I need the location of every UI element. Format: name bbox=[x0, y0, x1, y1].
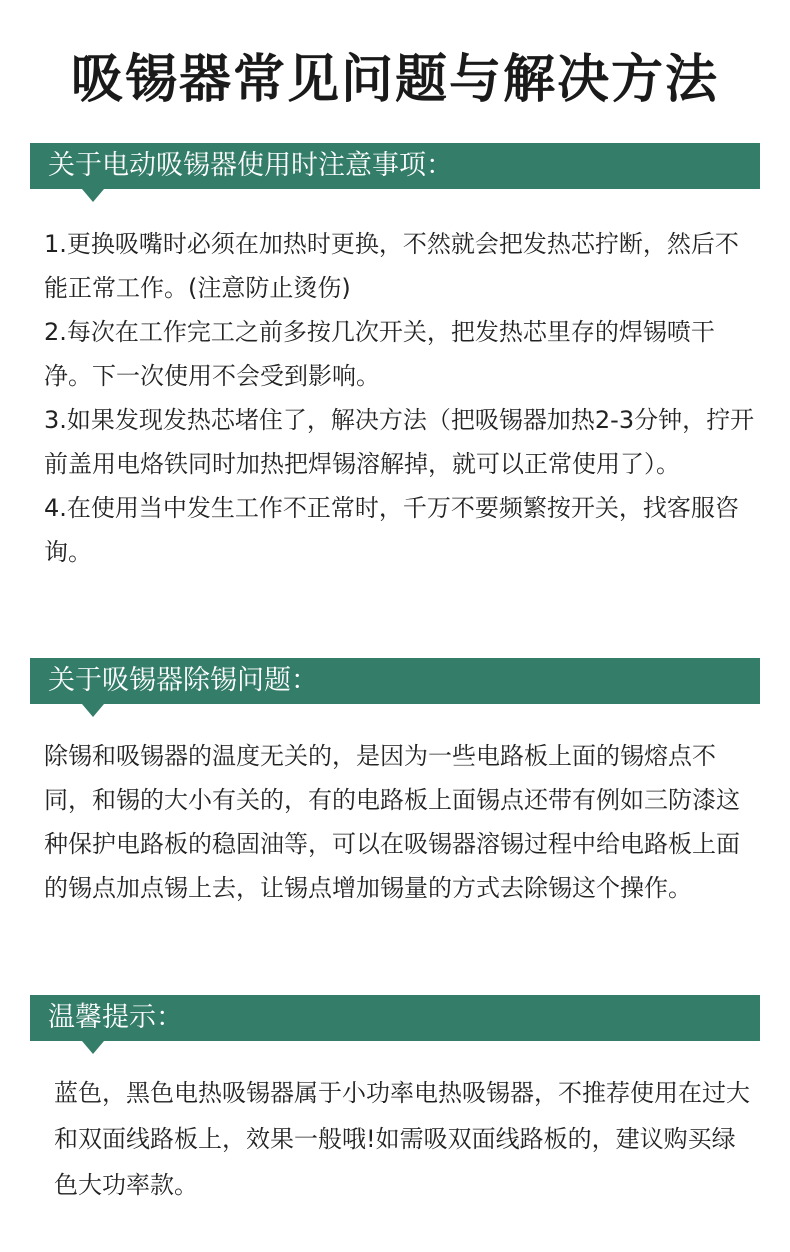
section-header-tips bbox=[30, 995, 760, 1041]
section-header-desoldering bbox=[30, 658, 760, 704]
section-header-usage-notes bbox=[30, 143, 760, 189]
paragraph: 除锡和吸锡器的温度无关的，是因为一些电路板上面的锡熔点不同，和锡的大小有关的，有的电路板上面锡点还带有例如三防漆这种保护电路板的稳固油等，可以在吸锡器溶锡过程中给电路板上面的锡点加点锡上去，让锡点增加锡量的方式去除锡这个操作。 bbox=[44, 742, 740, 902]
section-body-usage-notes bbox=[44, 222, 756, 574]
section-body-tips bbox=[54, 1070, 754, 1208]
banner-pointer-icon bbox=[82, 189, 104, 202]
paragraph: 蓝色，黑色电热吸锡器属于小功率电热吸锡器，不推荐使用在过大和双面线路板上，效果一般哦!如需吸双面线路板的，建议购买绿色大功率款。 bbox=[54, 1079, 750, 1199]
page-title: 吸锡器常见问题与解决方法 bbox=[70, 50, 719, 110]
paragraph: 2.每次在工作完工之前多按几次开关，把发热芯里存的焊锡喷干净。下一次使用不会受到影响。 bbox=[44, 318, 715, 390]
section-heading: 温馨提示： bbox=[48, 1002, 183, 1033]
banner-pointer-icon bbox=[82, 704, 104, 717]
section-heading: 关于电动吸锡器使用时注意事项： bbox=[48, 150, 453, 181]
paragraph: 1.更换吸嘴时必须在加热时更换，不然就会把发热芯拧断，然后不能正常工作。(注意防止烫伤) bbox=[44, 230, 739, 302]
paragraph: 3.如果发现发热芯堵住了，解决方法（把吸锡器加热2-3分钟，拧开前盖用电烙铁同时加热把焊锡溶解掉，就可以正常使用了）。 bbox=[44, 406, 755, 478]
banner-pointer-icon bbox=[82, 1041, 104, 1054]
section-body-desoldering bbox=[44, 734, 756, 910]
paragraph: 4.在使用当中发生工作不正常时，千万不要频繁按开关，找客服咨询。 bbox=[44, 494, 739, 566]
section-heading: 关于吸锡器除锡问题： bbox=[48, 665, 318, 696]
